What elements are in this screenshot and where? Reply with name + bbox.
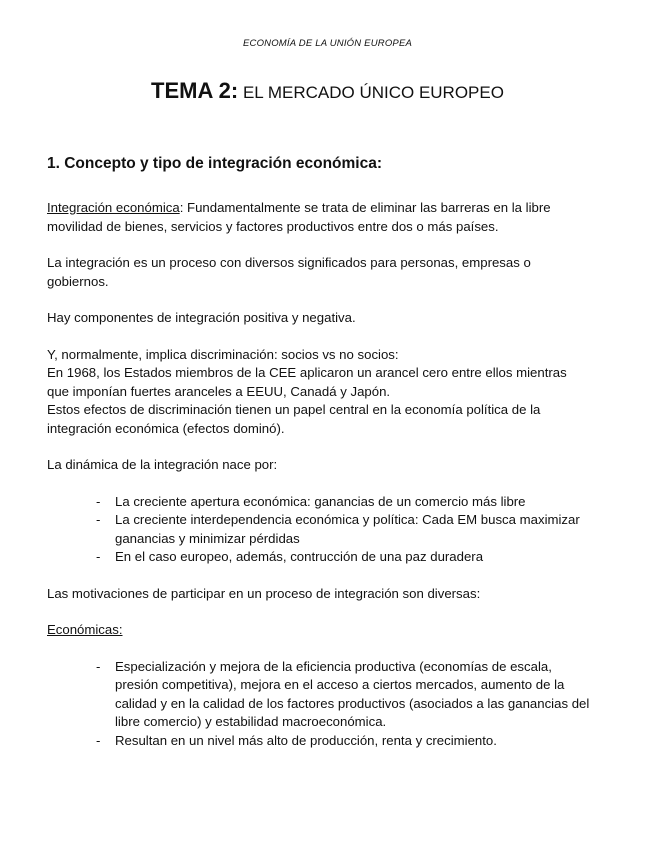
discrimination-line: Estos efectos de discriminación tienen un papel central en la economía política de la integración económica (efectos dominó). — [47, 402, 541, 436]
economic-list — [47, 658, 592, 751]
running-header: ECONOMÍA DE LA UNIÓN EUROPEA — [242, 38, 413, 49]
list-item: - La creciente apertura económica: ganancias de un comercio más libre — [115, 493, 592, 512]
dynamics-list — [47, 493, 592, 567]
definition-term: Integración económica — [47, 200, 180, 215]
economic-subheading-text: Económicas: — [47, 622, 123, 637]
document-body — [47, 154, 592, 768]
definition-paragraph — [47, 199, 592, 236]
components-paragraph: Hay componentes de integración positiva y negativa. — [47, 310, 356, 325]
section-heading: 1. Concepto y tipo de integración económica: — [47, 155, 383, 172]
definition-text: : Fundamentalmente se trata de eliminar las barreras en la libre movilidad de bienes, servicios y factores productivos entre dos o más países. — [47, 200, 551, 234]
motivations-intro: Las motivaciones de participar en un proceso de integración son diversas: — [47, 585, 481, 601]
process-paragraph: La integración es un proceso con diversos significados para personas, empresas o gobiernos. — [47, 255, 531, 289]
list-item: - Especialización y mejora de la eficiencia productiva (economías de escala, presión competitiva), mejora en el acceso a ciertos mercados, aumento de la calidad y en la calidad de los factores productivos (asociados a las ganancias del libre comercio) y estabilidad macroeconómica. — [115, 658, 592, 732]
discrimination-line: Y, normalmente, implica discriminación: socios vs no socios: — [47, 346, 399, 362]
discrimination-paragraph — [47, 346, 592, 439]
discrimination-line: En 1968, los Estados miembros de la CEE aplicaron un arancel cero entre ellos mientras que imponían fuertes aranceles a EEUU, Canadá y Japón. — [47, 365, 567, 399]
economic-subheading — [47, 621, 592, 640]
list-item: - La creciente interdependencia económica y política: Cada EM busca maximizar ganancias y minimizar pérdidas — [115, 511, 592, 548]
page-title — [0, 78, 655, 104]
title-topic-name: EL MERCADO ÚNICO EUROPEO — [238, 83, 504, 102]
list-item: - Resultan en un nivel más alto de producción, renta y crecimiento. — [115, 732, 592, 751]
list-item: - En el caso europeo, además, contrucción de una paz duradera — [115, 548, 592, 567]
title-topic-number: TEMA 2: — [151, 78, 239, 103]
dynamics-intro: La dinámica de la integración nace por: — [47, 457, 278, 472]
